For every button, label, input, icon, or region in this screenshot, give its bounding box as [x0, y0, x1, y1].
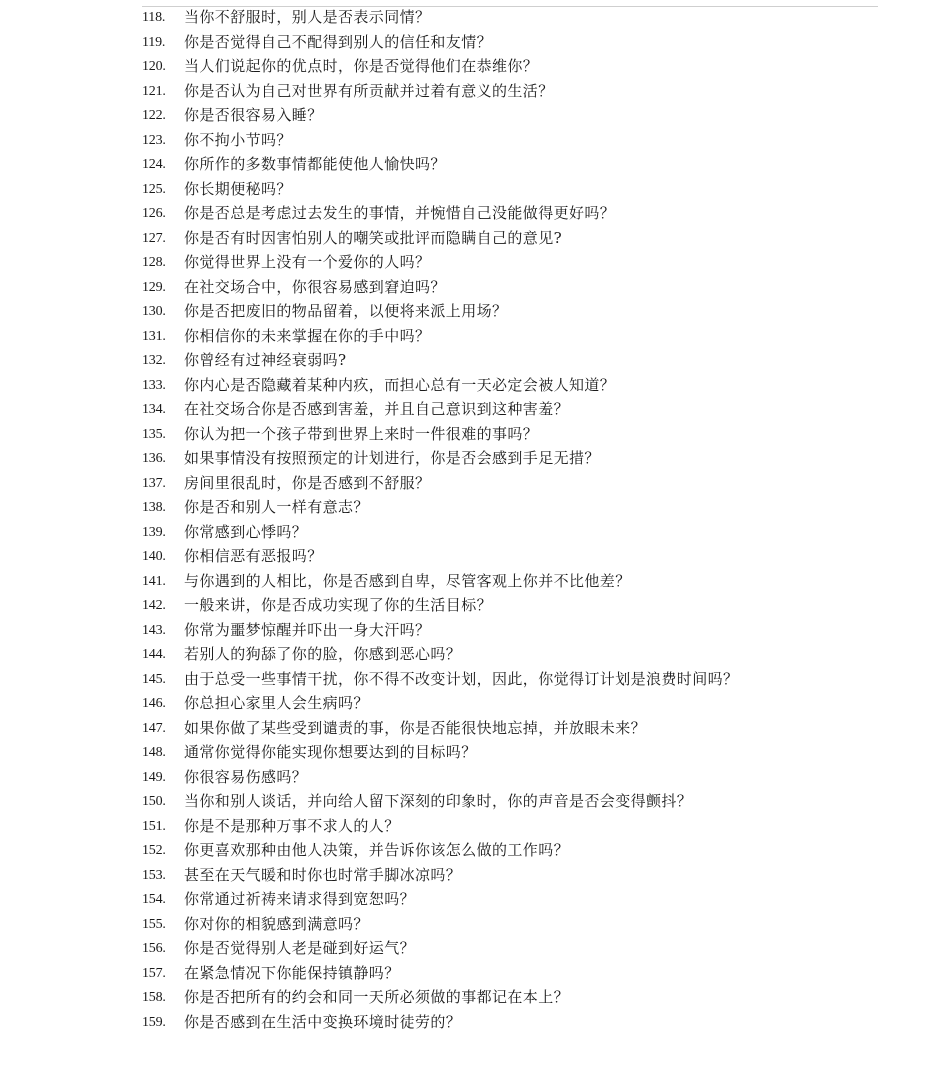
question-number: 139. — [142, 524, 166, 540]
question-number: 153. — [142, 867, 166, 883]
question-number: 159. — [142, 1014, 166, 1030]
question-number: 124. — [142, 157, 166, 172]
question-item — [142, 250, 902, 275]
question-item — [142, 936, 902, 961]
question-text: 你是不是那种万事不求人的人？ — [184, 816, 400, 835]
question-number: 132. — [142, 353, 166, 368]
question-item — [142, 373, 902, 398]
question-text: 甚至在天气暖和时你也时常手脚冰凉吗？ — [184, 865, 462, 884]
question-text: 你曾经有过神经衰弱吗? — [184, 351, 347, 369]
question-number: 140. — [142, 549, 166, 564]
question-text: 房间里很乱时，你是否感到不舒服？ — [184, 473, 431, 492]
question-number: 146. — [142, 696, 166, 711]
question-item — [142, 961, 902, 986]
question-text: 你常为噩梦惊醒并吓出一身大汗吗？ — [184, 620, 431, 639]
question-text: 你不拘小节吗？ — [184, 130, 292, 149]
question-text: 当你不舒服时，别人是否表示同情？ — [184, 8, 431, 26]
question-item — [142, 863, 902, 888]
question-text: 你对你的相貌感到满意吗？ — [184, 914, 369, 933]
question-number: 136. — [142, 451, 166, 466]
question-number: 138. — [142, 500, 166, 515]
question-item — [142, 569, 902, 594]
question-text: 当人们说起你的优点时，你是否觉得他们在恭维你？ — [184, 57, 539, 75]
question-item — [142, 471, 902, 496]
question-number: 122. — [142, 108, 166, 123]
question-text: 你是否和别人一样有意志？ — [184, 498, 369, 516]
question-number: 143. — [142, 622, 166, 638]
question-text: 在社交场合你是否感到害羞，并且自己意识到这种害羞？ — [184, 400, 570, 418]
question-item — [142, 838, 902, 863]
question-number: 135. — [142, 426, 166, 442]
question-item — [142, 446, 902, 471]
question-item — [142, 128, 902, 153]
question-text: 如果你做了某些受到谴责的事，你是否能很快地忘掉，并放眼未来？ — [184, 718, 647, 737]
question-item — [142, 887, 902, 912]
question-number: 155. — [142, 916, 166, 932]
question-item — [142, 201, 902, 226]
question-text: 你是否感到在生活中变换环境时徒劳的？ — [184, 1012, 462, 1031]
question-number: 128. — [142, 255, 166, 270]
question-text: 一般来讲，你是否成功实现了你的生活目标？ — [184, 596, 493, 614]
question-text: 你是否把所有的约会和同一天所必须做的事都记在本上？ — [184, 988, 570, 1006]
question-number: 141. — [142, 573, 166, 589]
question-text: 你是否觉得自己不配得到别人的信任和友情？ — [184, 32, 493, 51]
question-item — [142, 79, 902, 104]
question-text: 通常你觉得你能实现你想要达到的目标吗？ — [184, 743, 477, 761]
question-number: 121. — [142, 83, 166, 99]
question-item — [142, 814, 902, 839]
question-item — [142, 397, 902, 422]
question-item — [142, 30, 902, 55]
question-number: 134. — [142, 402, 166, 417]
question-item — [142, 691, 902, 716]
question-number: 150. — [142, 794, 166, 809]
question-item — [142, 593, 902, 618]
question-text: 你常通过祈祷来请求得到宽恕吗？ — [184, 890, 416, 908]
question-text: 你认为把一个孩子带到世界上来时一件很难的事吗？ — [184, 424, 539, 443]
question-item — [142, 103, 902, 128]
question-number: 127. — [142, 230, 166, 246]
question-text: 你内心是否隐藏着某种内疚，而担心总有一天必定会被人知道？ — [184, 375, 616, 394]
question-number: 154. — [142, 892, 166, 907]
question-item — [142, 716, 902, 741]
question-number: 144. — [142, 647, 166, 662]
question-number: 152. — [142, 843, 166, 858]
question-number: 148. — [142, 745, 166, 760]
question-item — [142, 152, 902, 177]
question-number: 147. — [142, 720, 166, 736]
question-text: 由于总受一些事情干扰，你不得不改变计划，因此，你觉得订计划是浪费时间吗？ — [184, 669, 739, 688]
question-number: 119. — [142, 34, 166, 50]
question-text: 你总担心家里人会生病吗？ — [184, 694, 369, 712]
question-text: 你觉得世界上没有一个爱你的人吗？ — [184, 253, 431, 271]
question-item — [142, 667, 902, 692]
question-item — [142, 765, 902, 790]
question-number: 145. — [142, 671, 166, 687]
question-item — [142, 299, 902, 324]
question-item — [142, 789, 902, 814]
question-item — [142, 54, 902, 79]
question-text: 在社交场合中，你很容易感到窘迫吗？ — [184, 277, 446, 296]
question-item — [142, 177, 902, 202]
question-text: 你是否认为自己对世界有所贡献并过着有意义的生活？ — [184, 81, 554, 100]
question-text: 你相信你的未来掌握在你的手中吗？ — [184, 326, 431, 345]
question-text: 你很容易伤感吗？ — [184, 767, 308, 786]
question-text: 你是否把废旧的物品留着，以便将来派上用场？ — [184, 302, 508, 320]
question-text: 你所作的多数事情都能使他人愉快吗？ — [184, 155, 446, 173]
question-number: 123. — [142, 132, 166, 148]
question-number: 158. — [142, 990, 166, 1005]
question-text: 在紧急情况下你能保持镇静吗？ — [184, 963, 400, 982]
question-item — [142, 422, 902, 447]
question-text: 你更喜欢那种由他人决策，并告诉你该怎么做的工作吗？ — [184, 841, 570, 859]
question-item — [142, 642, 902, 667]
question-item — [142, 495, 902, 520]
question-item — [142, 912, 902, 937]
question-number: 131. — [142, 328, 166, 344]
question-text: 你是否很容易入睡？ — [184, 106, 323, 124]
question-item — [142, 226, 902, 251]
question-number: 142. — [142, 598, 166, 613]
question-number: 133. — [142, 377, 166, 393]
question-item — [142, 544, 902, 569]
question-text: 你是否总是考虑过去发生的事情，并惋惜自己没能做得更好吗？ — [184, 204, 616, 222]
question-item — [142, 985, 902, 1010]
question-number: 130. — [142, 304, 166, 319]
question-item — [142, 5, 902, 30]
question-list — [142, 5, 902, 1034]
question-text: 若别人的狗舔了你的脸，你感到恶心吗？ — [184, 645, 462, 663]
question-number: 149. — [142, 769, 166, 785]
question-number: 129. — [142, 279, 166, 295]
question-text: 当你和别人谈话，并向给人留下深刻的印象时，你的声音是否会变得颤抖？ — [184, 792, 693, 810]
question-item — [142, 618, 902, 643]
question-item — [142, 740, 902, 765]
question-item — [142, 275, 902, 300]
question-number: 120. — [142, 59, 166, 74]
question-number: 156. — [142, 941, 166, 956]
question-text: 你是否有时因害怕别人的嘲笑或批评而隐瞒自己的意见? — [184, 228, 563, 247]
question-item — [142, 324, 902, 349]
question-item — [142, 520, 902, 545]
question-text: 你是否觉得别人老是碰到好运气？ — [184, 939, 416, 957]
question-text: 你常感到心悸吗？ — [184, 522, 308, 541]
question-number: 125. — [142, 181, 166, 197]
question-number: 126. — [142, 206, 166, 221]
question-number: 137. — [142, 475, 166, 491]
question-item — [142, 1010, 902, 1035]
question-number: 157. — [142, 965, 166, 981]
question-number: 118. — [142, 10, 166, 25]
question-text: 你相信恶有恶报吗？ — [184, 547, 323, 565]
question-item — [142, 348, 902, 373]
question-number: 151. — [142, 818, 166, 834]
question-text: 如果事情没有按照预定的计划进行，你是否会感到手足无措？ — [184, 449, 600, 467]
question-text: 你长期便秘吗？ — [184, 179, 292, 198]
question-text: 与你遇到的人相比，你是否感到自卑，尽管客观上你并不比他差？ — [184, 571, 631, 590]
